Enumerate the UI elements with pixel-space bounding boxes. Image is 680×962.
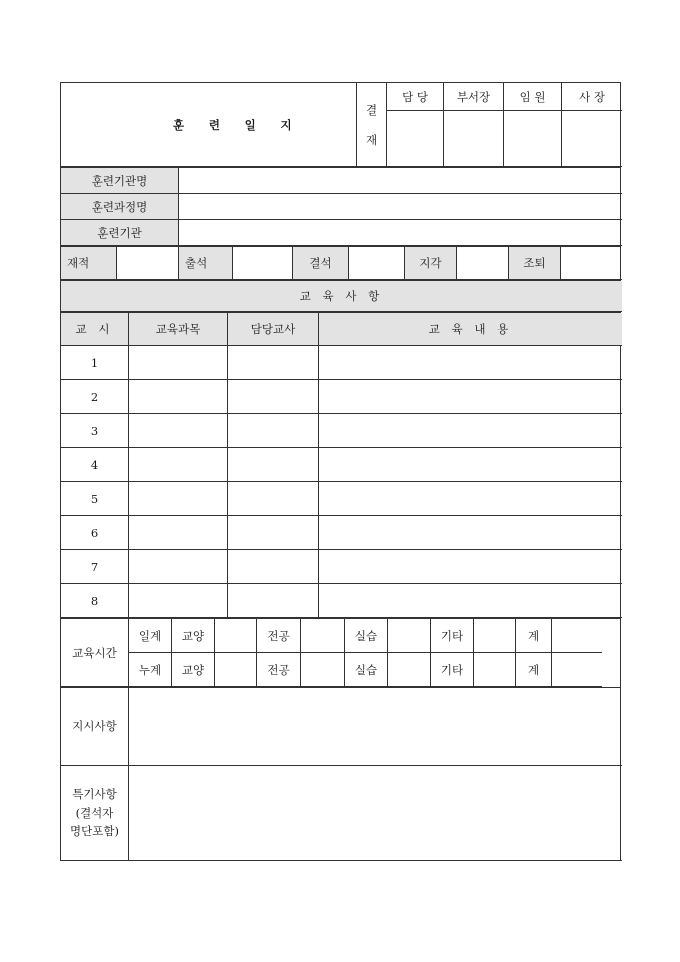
approval-col-executive: 임 원 bbox=[504, 83, 562, 111]
content-field[interactable] bbox=[319, 550, 622, 584]
institution-name-field[interactable] bbox=[179, 168, 622, 194]
daily-other-field[interactable] bbox=[474, 619, 516, 653]
content-field[interactable] bbox=[319, 516, 622, 550]
form-title: 훈 련 일 지 bbox=[61, 83, 357, 167]
daily-sum-label: 계 bbox=[516, 619, 552, 653]
cumulative-major-label: 전공 bbox=[257, 653, 301, 687]
content-field[interactable] bbox=[319, 414, 622, 448]
training-log-form bbox=[60, 82, 621, 861]
content-field[interactable] bbox=[319, 448, 622, 482]
period-number-3: 3 bbox=[61, 414, 129, 448]
special-notes-field[interactable] bbox=[129, 766, 622, 861]
period-number-6: 6 bbox=[61, 516, 129, 550]
cumulative-general-label: 교양 bbox=[172, 653, 215, 687]
instructions-field[interactable] bbox=[129, 688, 622, 766]
content-field[interactable] bbox=[319, 482, 622, 516]
early-leave-field[interactable] bbox=[561, 247, 622, 280]
daily-practice-label: 실습 bbox=[345, 619, 388, 653]
teacher-field[interactable] bbox=[228, 550, 319, 584]
schedule-header-subject: 교육과목 bbox=[129, 313, 228, 346]
content-field[interactable] bbox=[319, 584, 622, 618]
approval-side-label bbox=[357, 83, 387, 167]
special-notes-line-1: 특기사항 bbox=[72, 787, 117, 802]
education-section-band bbox=[60, 280, 621, 312]
approval-sign-staff[interactable] bbox=[387, 111, 444, 167]
daily-other-label: 기타 bbox=[431, 619, 474, 653]
instructions-label: 지시사항 bbox=[61, 688, 129, 766]
cumulative-major-field[interactable] bbox=[301, 653, 345, 687]
content-field[interactable] bbox=[319, 380, 622, 414]
cumulative-general-field[interactable] bbox=[215, 653, 257, 687]
teacher-field[interactable] bbox=[228, 448, 319, 482]
cumulative-practice-label: 실습 bbox=[345, 653, 388, 687]
subject-field[interactable] bbox=[129, 346, 228, 380]
subject-field[interactable] bbox=[129, 380, 228, 414]
teacher-field[interactable] bbox=[228, 482, 319, 516]
schedule-header-teacher: 담당교사 bbox=[228, 313, 319, 346]
subject-field[interactable] bbox=[129, 584, 228, 618]
period-number-7: 7 bbox=[61, 550, 129, 584]
period-number-2: 2 bbox=[61, 380, 129, 414]
subject-field[interactable] bbox=[129, 448, 228, 482]
attendance-section bbox=[60, 246, 621, 280]
training-period-label: 훈련기관 bbox=[61, 220, 179, 246]
early-leave-label: 조퇴 bbox=[509, 247, 561, 280]
daily-general-field[interactable] bbox=[215, 619, 257, 653]
subject-field[interactable] bbox=[129, 482, 228, 516]
period-number-8: 8 bbox=[61, 584, 129, 618]
daily-total-label: 일계 bbox=[129, 619, 172, 653]
approval-side-char-1: 결 bbox=[365, 102, 378, 117]
period-number-1: 1 bbox=[61, 346, 129, 380]
cumulative-sum-field[interactable] bbox=[552, 653, 602, 687]
late-label: 지각 bbox=[405, 247, 457, 280]
absent-field[interactable] bbox=[349, 247, 405, 280]
special-notes-line-2: (결석자 bbox=[75, 805, 114, 820]
content-field[interactable] bbox=[319, 346, 622, 380]
late-field[interactable] bbox=[457, 247, 509, 280]
present-field[interactable] bbox=[233, 247, 293, 280]
teacher-field[interactable] bbox=[228, 346, 319, 380]
teacher-field[interactable] bbox=[228, 414, 319, 448]
teacher-field[interactable] bbox=[228, 584, 319, 618]
training-period-field[interactable] bbox=[179, 220, 622, 246]
course-name-label: 훈련과정명 bbox=[61, 194, 179, 220]
notes-section bbox=[60, 687, 621, 861]
education-time-label: 교육시간 bbox=[61, 619, 129, 687]
schedule-table bbox=[60, 312, 621, 618]
education-time-section bbox=[60, 618, 621, 687]
enrolled-field[interactable] bbox=[117, 247, 179, 280]
approval-sign-president[interactable] bbox=[562, 111, 622, 167]
institution-name-label: 훈련기관명 bbox=[61, 168, 179, 194]
daily-major-label: 전공 bbox=[257, 619, 301, 653]
period-number-5: 5 bbox=[61, 482, 129, 516]
cumulative-other-label: 기타 bbox=[431, 653, 474, 687]
approval-sign-dept-head[interactable] bbox=[444, 111, 504, 167]
teacher-field[interactable] bbox=[228, 516, 319, 550]
subject-field[interactable] bbox=[129, 550, 228, 584]
special-notes-label bbox=[61, 766, 129, 861]
approval-sign-executive[interactable] bbox=[504, 111, 562, 167]
cumulative-sum-label: 계 bbox=[516, 653, 552, 687]
cumulative-total-label: 누계 bbox=[129, 653, 172, 687]
daily-general-label: 교양 bbox=[172, 619, 215, 653]
schedule-header-content: 교 육 내 용 bbox=[319, 313, 622, 346]
daily-sum-field[interactable] bbox=[552, 619, 602, 653]
period-number-4: 4 bbox=[61, 448, 129, 482]
approval-col-dept-head: 부서장 bbox=[444, 83, 504, 111]
institution-section bbox=[60, 167, 621, 246]
special-notes-line-3: 명단포함) bbox=[70, 824, 119, 839]
cumulative-practice-field[interactable] bbox=[388, 653, 431, 687]
subject-field[interactable] bbox=[129, 516, 228, 550]
education-section-title: 교 육 사 항 bbox=[61, 281, 622, 312]
cumulative-other-field[interactable] bbox=[474, 653, 516, 687]
approval-side-char-2: 재 bbox=[365, 132, 378, 147]
approval-col-president: 사 장 bbox=[562, 83, 622, 111]
approval-col-staff: 담 당 bbox=[387, 83, 444, 111]
daily-practice-field[interactable] bbox=[388, 619, 431, 653]
teacher-field[interactable] bbox=[228, 380, 319, 414]
absent-label: 결석 bbox=[293, 247, 349, 280]
subject-field[interactable] bbox=[129, 414, 228, 448]
daily-major-field[interactable] bbox=[301, 619, 345, 653]
enrolled-label: 재적 bbox=[61, 247, 117, 280]
schedule-header-period: 교 시 bbox=[61, 313, 129, 346]
course-name-field[interactable] bbox=[179, 194, 622, 220]
present-label: 출석 bbox=[179, 247, 233, 280]
header-section bbox=[60, 82, 621, 167]
